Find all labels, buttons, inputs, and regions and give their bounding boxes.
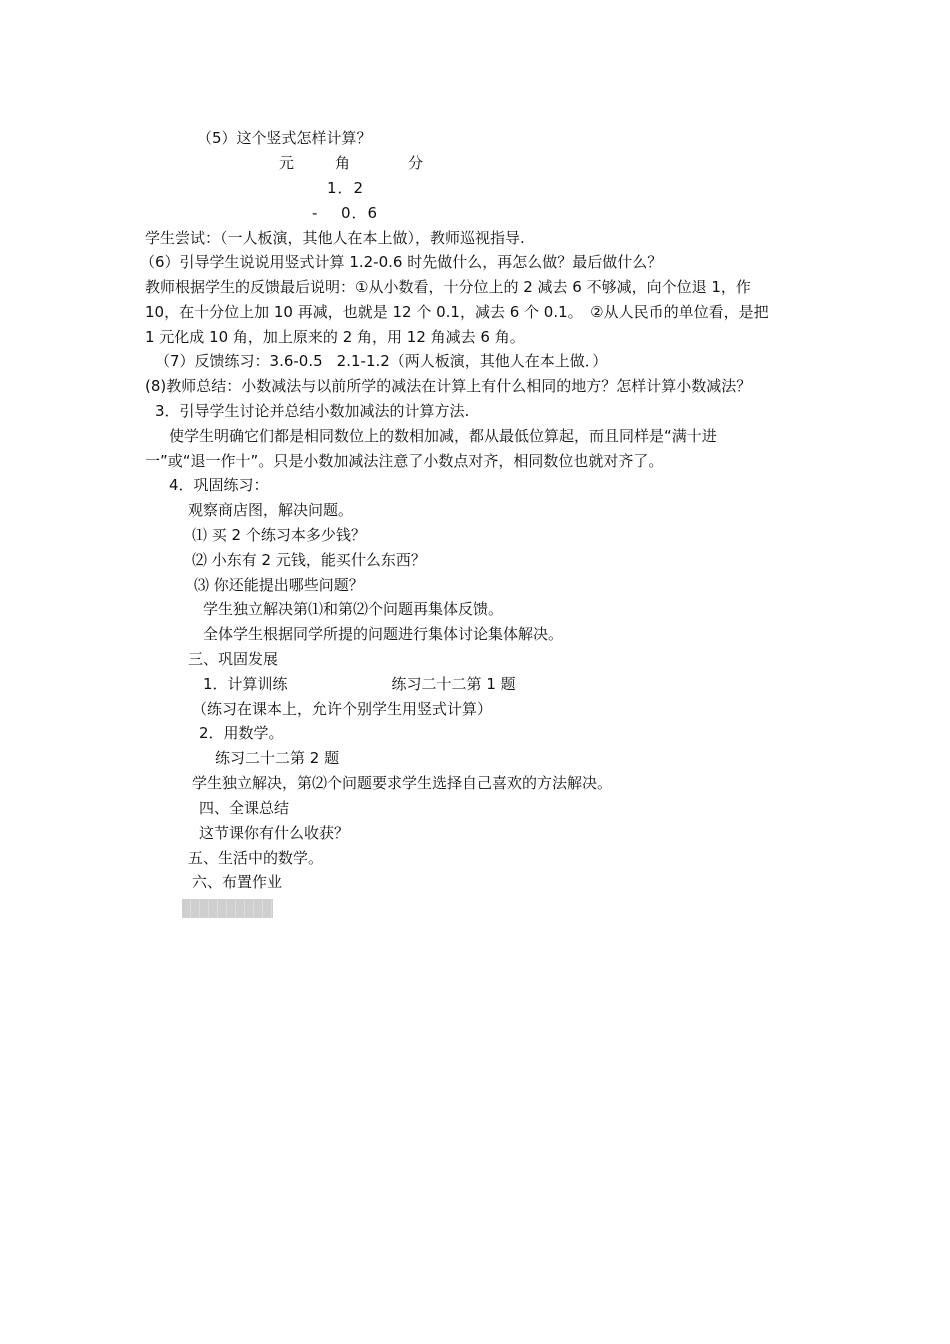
step-7-line <box>155 351 607 371</box>
teacher-explain-line-1: 教师根据学生的反馈最后说明：①从小数看，十分位上的 2 减去 6 不够减，向个位退 1，作 <box>145 278 751 296</box>
group-discuss-line: 全体学生根据同学所提的问题进行集体讨论集体解决。 <box>203 625 564 643</box>
section-4-heading: 4．巩固练习： <box>169 476 269 494</box>
vertical-minuend: 1．2 <box>327 179 365 197</box>
student-try-line: 学生尝试：（一人板演，其他人在本上做），教师巡视指导. <box>145 229 525 247</box>
summary-line-1: 使学生明确它们都是相同数位上的数相加减，都从最低位算起，而且同样是“满十进 <box>169 427 717 445</box>
step-7-exercise-b: 2.1-1.2（两人板演，其他人在本上做．） <box>336 352 608 370</box>
grey-image-placeholder <box>182 899 273 918</box>
exercise-22-q1: 练习二十二第 1 题 <box>391 675 516 693</box>
part-5-heading: 五、生活中的数学。 <box>188 849 324 867</box>
step-6-line: （6）引导学生说说用竖式计算 1.2-0.6 时先做什么，再怎么做？最后做什么？ <box>140 253 663 271</box>
question-2: ⑵ 小东有 2 元钱，能买什么东西？ <box>192 551 426 569</box>
teacher-explain-line-2: 10，在十分位上加 10 再减，也就是 12 个 0.1，减去 6 个 0.1。 ②从人民币的单位看，是把 <box>145 303 769 321</box>
step-7-exercise-a: （7）反馈练习：3.6-0.5 <box>155 352 323 370</box>
part-3-heading: 三、巩固发展 <box>188 650 279 668</box>
step-5-question: （5）这个竖式怎样计算？ <box>197 129 372 147</box>
part-4-heading: 四、全课总结 <box>199 799 290 817</box>
exercise-22-q2: 练习二十二第 2 题 <box>215 749 340 767</box>
observe-shop-line: 观察商店图，解决问题。 <box>188 501 354 519</box>
section-3-heading: 3．引导学生讨论并总结小数加减法的计算方法. <box>155 402 470 420</box>
harvest-question: 这节课你有什么收获？ <box>199 824 350 842</box>
use-math-heading: 2．用数学。 <box>199 724 284 742</box>
part-6-heading: 六、布置作业 <box>192 873 283 891</box>
unit-jiao: 角 <box>335 154 351 172</box>
summary-line-2: 一”或“退一作十”。只是小数加减法注意了小数点对齐，相同数位也就对齐了。 <box>145 452 664 470</box>
vertical-subtrahend: 0．6 <box>341 204 379 222</box>
textbook-note-line: （练习在课本上，允许个别学生用竖式计算） <box>192 700 493 718</box>
independent-solve-line-2: 学生独立解决，第⑵个问题要求学生选择自己喜欢的方法解决。 <box>192 774 613 792</box>
teacher-explain-line-3: 1 元化成 10 角，加上原来的 2 角，用 12 角减去 6 角。 <box>145 328 525 346</box>
unit-fen: 分 <box>408 154 424 172</box>
question-3: ⑶ 你还能提出哪些问题？ <box>194 576 364 594</box>
training-line <box>203 674 516 694</box>
independent-solve-line: 学生独立解决第⑴和第⑵个问题再集体反馈。 <box>203 600 504 618</box>
question-1: ⑴ 买 2 个练习本多少钱？ <box>192 526 366 544</box>
minus-sign: - <box>312 204 318 222</box>
unit-yuan: 元 <box>279 154 295 172</box>
calc-training-label: 1．计算训练 <box>203 675 288 693</box>
step-8-line: (8)教师总结：小数减法与以前所学的减法在计算上有什么相同的地方？怎样计算小数减法？ <box>145 377 752 395</box>
